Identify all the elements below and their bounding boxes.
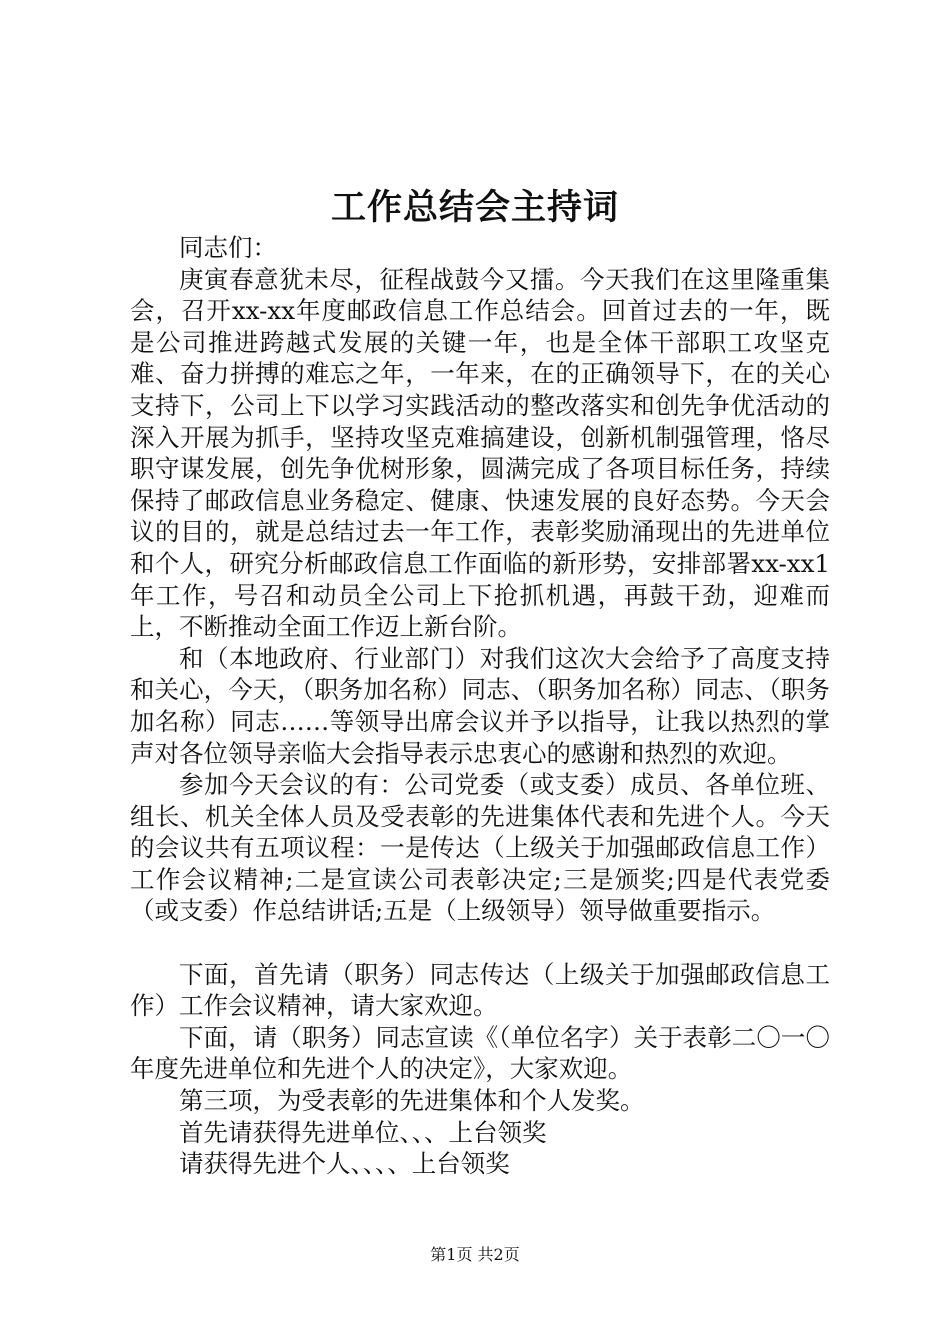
paragraph-agenda: 参加今天会议的有：公司党委（或支委）成员、各单位班、组长、机关全体人员及受表彰的先进集体代表和先进个人。今天的会议共有五项议程：一是传达（上级关于加强邮政信息工作）工作会议精神;二是宣读公司表彰决定;三是颁奖;四是代表党委（或支委）作总结讲话;五是（上级领导）领导做重要指示。: [130, 770, 830, 926]
paragraph-opening: 庚寅春意犹未尽，征程战鼓今又擂。今天我们在这里隆重集会，召开xx-xx年度邮政信息工作总结会。回首过去的一年，既是公司推进跨越式发展的关键一年，也是全体干部职工攻坚克难、奋力拼搏的难忘之年，一年来，在的正确领导下，在的关心支持下，公司上下以学习实践活动的整改落实和创先争优活动的深入开展为抓手，坚持攻坚克难搞建设，创新机制强管理，恪尽职守谋发展，创先争优树形象，圆满完成了各项目标任务，持续保持了邮政信息业务稳定、健康、快速发展的良好态势。今天会议的目的，就是总结过去一年工作，表彰奖励涌现出的先进单位和个人，研究分析邮政信息工作面临的新形势，安排部署xx-xx1年工作，号召和动员全公司上下抢抓机遇，再鼓干劲，迎难而上，不断推动全面工作迈上新台阶。: [130, 264, 830, 642]
page-number-footer: 第1页 共2页: [430, 1245, 520, 1264]
paragraph-individuals-award: 请获得先进个人、、、、上台领奖: [179, 1149, 510, 1179]
document-title: 工作总结会主持词: [330, 188, 619, 228]
paragraph-item-one: 下面，首先请（职务）同志传达（上级关于加强邮政信息工作）工作会议精神，请大家欢迎。: [130, 959, 830, 1021]
document-body: [130, 232, 830, 1180]
salutation: 同志们：: [179, 233, 277, 262]
paragraph-item-three: 第三项，为受表彰的先进集体和个人发奖。: [179, 1086, 645, 1116]
blank-line: [130, 927, 830, 959]
paragraph-item-two: 下面，请（职务）同志宣读《（单位名字）关于表彰二〇一〇年度先进单位和先进个人的决定》，大家欢迎。: [130, 1022, 830, 1084]
paragraph-leaders: 和（本地政府、行业部门）对我们这次大会给予了高度支持和关心，今天，（职务加名称）同志、（职务加名称）同志、（职务加名称）同志……等领导出席会议并予以指导，让我以热烈的掌声对各位领导亲临大会指导表示忠衷心的感谢和热烈的欢迎。: [130, 643, 830, 768]
paragraph-units-award: 首先请获得先进单位、、、上台领奖: [179, 1117, 547, 1147]
